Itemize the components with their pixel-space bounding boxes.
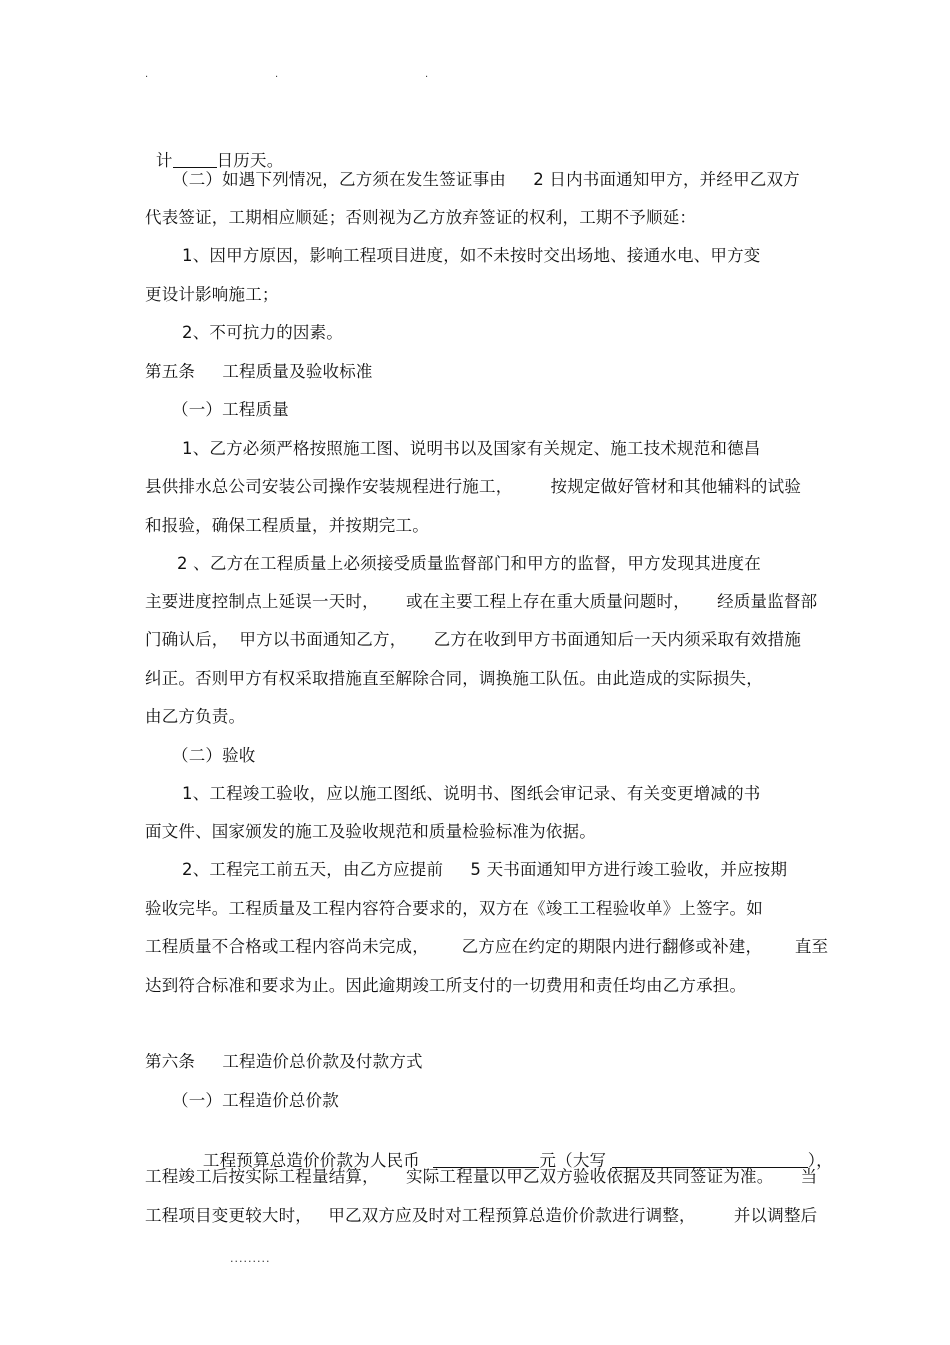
subsection-heading: （二）验收 bbox=[172, 746, 256, 765]
text-fragment: 日历天。 bbox=[216, 151, 284, 170]
text-line: 2、工程完工前五天，由乙方应提前 5 天书面通知甲方进行竣工验收，并应按期 bbox=[182, 860, 788, 879]
text-line: 1、工程竣工验收，应以施工图纸、说明书、图纸会审记录、有关变更增减的书 bbox=[182, 784, 761, 803]
section-heading: 第六条 工程造价总价款及付款方式 bbox=[145, 1052, 423, 1071]
text-line: 主要进度控制点上延误一天时， 或在主要工程上存在重大质量问题时， 经质量监督部 bbox=[145, 592, 818, 611]
text-fragment: 元（大写 bbox=[539, 1151, 612, 1170]
text-line: 由乙方负责。 bbox=[145, 707, 246, 726]
text-fragment: 工程预算总造价价款为人民币 bbox=[202, 1151, 426, 1170]
fill-blank bbox=[173, 151, 217, 168]
text-line: 达到符合标准和要求为止。因此逾期竣工所支付的一切费用和责任均由乙方承担。 bbox=[145, 976, 747, 995]
text-line: 门确认后， 甲方以书面通知乙方， 乙方在收到甲方书面通知后一天内须采取有效措施 bbox=[145, 630, 802, 649]
text-line: 代表签证，工期相应顺延；否则视为乙方放弃签证的权利，工期不予顺延： bbox=[145, 208, 697, 227]
header-dot: . bbox=[275, 69, 279, 80]
text-line bbox=[145, 128, 950, 172]
text-line: 和报验，确保工程质量，并按期完工。 bbox=[145, 516, 429, 535]
text-fragment: ）， bbox=[807, 1151, 833, 1170]
text-line: 2、不可抗力的因素。 bbox=[182, 323, 343, 342]
header-dot: . bbox=[145, 69, 149, 80]
text-line: （二）如遇下列情况，乙方须在发生签证事由 2 日内书面通知甲方，并经甲乙双方 bbox=[172, 170, 800, 189]
footer-dots: ......... bbox=[230, 1252, 271, 1265]
text-line: 验收完毕。工程质量及工程内容符合要求的，双方在《竣工工程验收单》上签字。如 bbox=[145, 899, 763, 918]
text-line: 1、乙方必须严格按照施工图、说明书以及国家有关规定、施工技术规范和德昌 bbox=[182, 439, 761, 458]
text-fragment: 计 bbox=[155, 151, 173, 170]
text-line: 更设计影响施工； bbox=[145, 285, 279, 304]
subsection-heading: （一）工程质量 bbox=[172, 400, 289, 419]
header-dot: . bbox=[425, 69, 429, 80]
text-line: 工程项目变更较大时， 甲乙双方应及时对工程预算总造价价款进行调整， 并以调整后 bbox=[145, 1206, 818, 1225]
text-line: 县供排水总公司安装公司操作安装规程进行施工， 按规定做好管材和其他辅料的试验 bbox=[145, 477, 802, 496]
text-line: 面文件、国家颁发的施工及验收规范和质量检验标准为依据。 bbox=[145, 822, 596, 841]
text-line: 2 、乙方在工程质量上必须接受质量监督部门和甲方的监督，甲方发现其进度在 bbox=[177, 554, 761, 573]
text-line: 纠正。否则甲方有权采取措施直至解除合同，调换施工队伍。由此造成的实际损失， bbox=[145, 669, 763, 688]
text-line: 1、因甲方原因，影响工程项目进度，如不未按时交出场地、接通水电、甲方变 bbox=[182, 246, 761, 265]
text-line: 工程竣工后按实际工程量结算， 实际工程量以甲乙双方验收依据及共同签证为准。 当 bbox=[145, 1167, 818, 1186]
section-heading: 第五条 工程质量及验收标准 bbox=[145, 362, 373, 381]
text-line: 工程质量不合格或工程内容尚未完成， 乙方应在约定的期限内进行翻修或补建， 直至 bbox=[145, 937, 829, 956]
subsection-heading: （一）工程造价总价款 bbox=[172, 1091, 339, 1110]
